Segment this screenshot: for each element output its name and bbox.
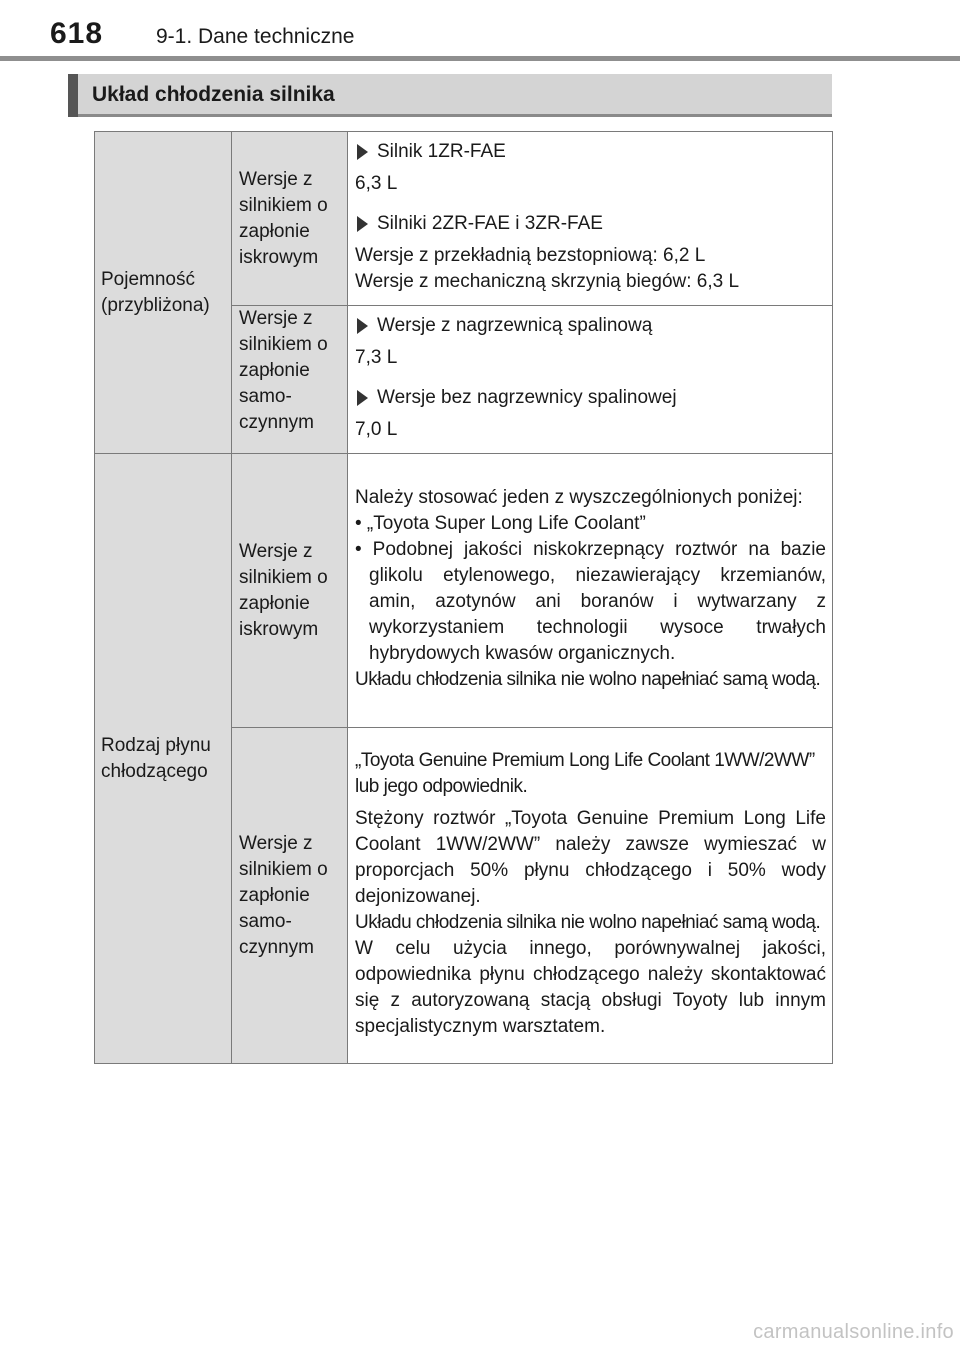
with-heater-label: Wersje z nagrzewnicą spalinową (377, 315, 653, 336)
header-rule (0, 56, 960, 61)
capacity-diesel-values (348, 306, 833, 454)
cvt-capacity: Wersje z przekładnią bezstopniową: 6,2 L (355, 245, 706, 266)
engine-1zr-label: Silnik 1ZR-FAE (377, 141, 506, 162)
section-title: 9-1. Dane techniczne (156, 25, 355, 48)
arrow-right-icon (357, 216, 368, 232)
coolant-spark-label: Wersje z silnikiem o zapłonie iskrowym (232, 454, 348, 728)
engine-1zr-capacity: 6,3 L (355, 173, 398, 194)
coolant-contact: W celu użycia innego, porównywalnej jakości, odpowiednika płynu chłodzącego należy skontaktować się z autoryzowaną stacją obsługi Toyoty lub innym specjalistycznym warsztatem. (355, 938, 826, 1037)
coolant-spec-table (94, 131, 833, 1064)
coolant-spark-values (348, 454, 833, 728)
water-warning: Układu chłodzenia silnika nie wolno napełniać samą wodą. (355, 912, 821, 933)
list-item (355, 313, 826, 339)
coolant-diesel-label: Wersje z silnikiem o zapłonie samo- czynnym (232, 728, 348, 1064)
with-heater-capacity: 7,3 L (355, 347, 398, 368)
arrow-right-icon (357, 318, 368, 334)
list-item (355, 385, 826, 411)
list-item (355, 139, 826, 165)
coolant-product: „Toyota Genuine Premium Long Life Coolant 1WW/2WW” lub jego odpowiednik. (355, 750, 815, 797)
manual-capacity: Wersje z mechaniczną skrzynią biegów: 6,3 L (355, 271, 740, 292)
arrow-right-icon (357, 390, 368, 406)
table-row (95, 132, 833, 306)
capacity-diesel-label: Wersje z silnikiem o zapłonie samo- czynnym (232, 306, 348, 454)
page-number: 618 (50, 17, 104, 50)
coolant-type-label: Rodzaj płynu chłodzącego (95, 454, 232, 1064)
watermark-text: carmanualsonline.info (753, 1321, 954, 1343)
without-heater-label: Wersje bez nagrzewnicy spalinowej (377, 387, 677, 408)
capacity-spark-label: Wersje z silnikiem o zapłonie iskrowym (232, 132, 348, 306)
capacity-spark-values (348, 132, 833, 306)
table-row (95, 454, 833, 728)
page-header (0, 0, 960, 60)
coolant-concentrate: Stężony roztwór „Toyota Genuine Premium Long Life Coolant 1WW/2WW” należy zawsze wymieszać w proporcjach 50% płynu chłodzącego i 50% wody dejonizowanej. (355, 808, 826, 907)
section-heading (68, 74, 832, 117)
water-warning: Układu chłodzenia silnika nie wolno napełniać samą wodą. (355, 669, 821, 690)
without-heater-capacity: 7,0 L (355, 419, 398, 440)
heading-marker (68, 74, 78, 117)
coolant-diesel-values (348, 728, 833, 1064)
coolant-intro: Należy stosować jeden z wyszczególnionych poniżej: (355, 487, 803, 508)
arrow-right-icon (357, 144, 368, 160)
list-item (355, 211, 826, 237)
capacity-label: Pojemność (przybliżona) (95, 132, 232, 454)
list-item: • Podobnej jakości niskokrzepnący roztwór na bazie glikolu etylenowego, niezawierający krzemianów, amin, azotynów ani boranów i wytwarzany z wykorzystaniem technologii wysoce trwałych hybrydowych kwasów organicznych. (355, 539, 826, 664)
list-item: • „Toyota Super Long Life Coolant” (355, 513, 646, 534)
engine-2zr-3zr-label: Silniki 2ZR-FAE i 3ZR-FAE (377, 213, 603, 234)
heading-title: Układ chłodzenia silnika (92, 83, 335, 106)
